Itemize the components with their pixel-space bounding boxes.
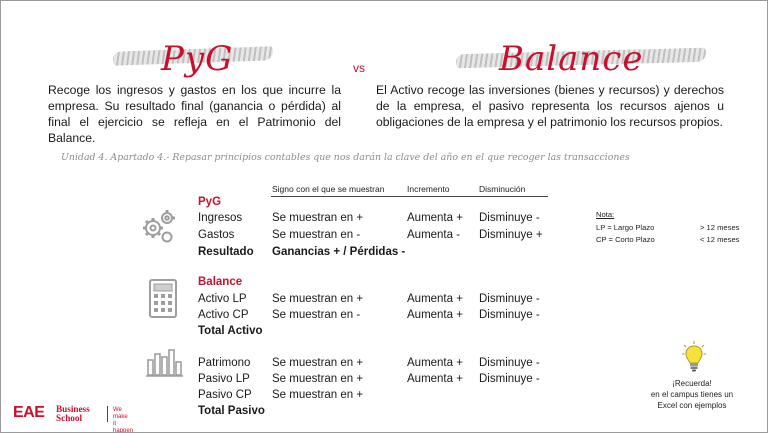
row-gastos-signo: Se muestran en - [272, 229, 361, 241]
balance-section-label: Balance [198, 276, 243, 288]
pyg-section-label: PyG [198, 196, 222, 208]
row-gastos-concept: Gastos [198, 229, 235, 241]
note-cp: CP = Corto Plazo [596, 235, 655, 244]
lightbulb-icon [682, 341, 706, 375]
logo-business: Business [56, 404, 90, 414]
row-patrimonio-dis: Disminuye - [479, 357, 540, 369]
row-activo-lp-inc: Aumenta + [407, 293, 463, 305]
row-gastos-inc: Aumenta - [407, 229, 461, 241]
row-ingresos-dis: Disminuye - [479, 212, 540, 224]
row-activo-cp-signo: Se muestran en - [272, 309, 361, 321]
reminder-line-3: Excel con ejemplos [657, 401, 727, 410]
logo-eae: EAE [13, 404, 45, 421]
row-patrimonio-concept: Patrimono [198, 357, 251, 369]
logo-tagline [113, 407, 133, 433]
vs-label: vs [353, 61, 365, 75]
row-activo-lp-concept: Activo LP [198, 293, 247, 305]
balance-description: El Activo recoge las inversiones (bienes y recursos) y derechos de la empresa, el pasivo representa los recursos ajenos u obligaciones de la empresa y el patrimonio los recursos propios. [376, 83, 724, 129]
gears-icon [139, 206, 179, 246]
logo-separator [107, 406, 108, 422]
row-patrimonio-inc: Aumenta + [407, 357, 463, 369]
row-activo-cp-concept: Activo CP [198, 309, 249, 321]
calculator-icon [148, 279, 178, 319]
row-ingresos-inc: Aumenta + [407, 212, 463, 224]
row-total-pasivo: Total Pasivo [198, 405, 265, 417]
row-pasivo-cp-signo: Se muestran en + [272, 389, 364, 401]
row-activo-cp-inc: Aumenta + [407, 309, 463, 321]
reminder-title: ¡Recuerda! [672, 379, 712, 388]
logo-tag-1: We make [113, 407, 128, 420]
unit-subtitle: Unidad 4. Apartado 4.- Repasar principios contables que nos darán la clave del año en el que recoger las transacciones [61, 152, 630, 163]
row-resultado-signo: Ganancias + / Pérdidas - [272, 246, 406, 258]
row-pasivo-lp-dis: Disminuye - [479, 373, 540, 385]
logo-business-school [56, 405, 90, 423]
row-gastos-dis: Disminuye + [479, 229, 543, 241]
row-resultado-concept: Resultado [198, 246, 254, 258]
note-title: Nota: [596, 210, 615, 219]
reminder-line-2: en el campus tienes un [650, 390, 734, 399]
reminder-note [637, 378, 747, 411]
row-pasivo-lp-signo: Se muestran en + [272, 373, 364, 385]
row-activo-cp-dis: Disminuye - [479, 309, 540, 321]
header-rule [271, 196, 548, 197]
pyg-heading: PyG [161, 39, 234, 79]
pyg-description: Recoge los ingresos y gastos en los que incurre la empresa. Su resultado final (ganancia o pérdida) al final el ejercicio se refleja en el Patrimonio del Balance. [48, 83, 341, 145]
logo-school: School [56, 413, 83, 423]
row-activo-lp-signo: Se muestran en + [272, 293, 364, 305]
row-pasivo-lp-inc: Aumenta + [407, 373, 463, 385]
row-pasivo-lp-concept: Pasivo LP [198, 373, 250, 385]
bar-chart-icon [144, 346, 184, 378]
row-activo-lp-dis: Disminuye - [479, 293, 540, 305]
note-cp-months: < 12 meses [700, 235, 740, 244]
row-total-activo: Total Activo [198, 325, 263, 337]
balance-heading: Balance [499, 39, 644, 79]
note-lp-months: > 12 meses [700, 223, 740, 232]
col-header-incremento: Incremento [407, 184, 450, 194]
logo-tag-2: it happen [113, 421, 134, 433]
row-pasivo-cp-concept: Pasivo CP [198, 389, 252, 401]
col-header-disminucion: Disminución [479, 184, 526, 194]
row-patrimonio-signo: Se muestran en + [272, 357, 364, 369]
note-lp: LP = Largo Plazo [596, 223, 655, 232]
row-ingresos-signo: Se muestran en + [272, 212, 364, 224]
col-header-signo: Signo con el que se muestran [272, 184, 385, 194]
row-ingresos-concept: Ingresos [198, 212, 243, 224]
